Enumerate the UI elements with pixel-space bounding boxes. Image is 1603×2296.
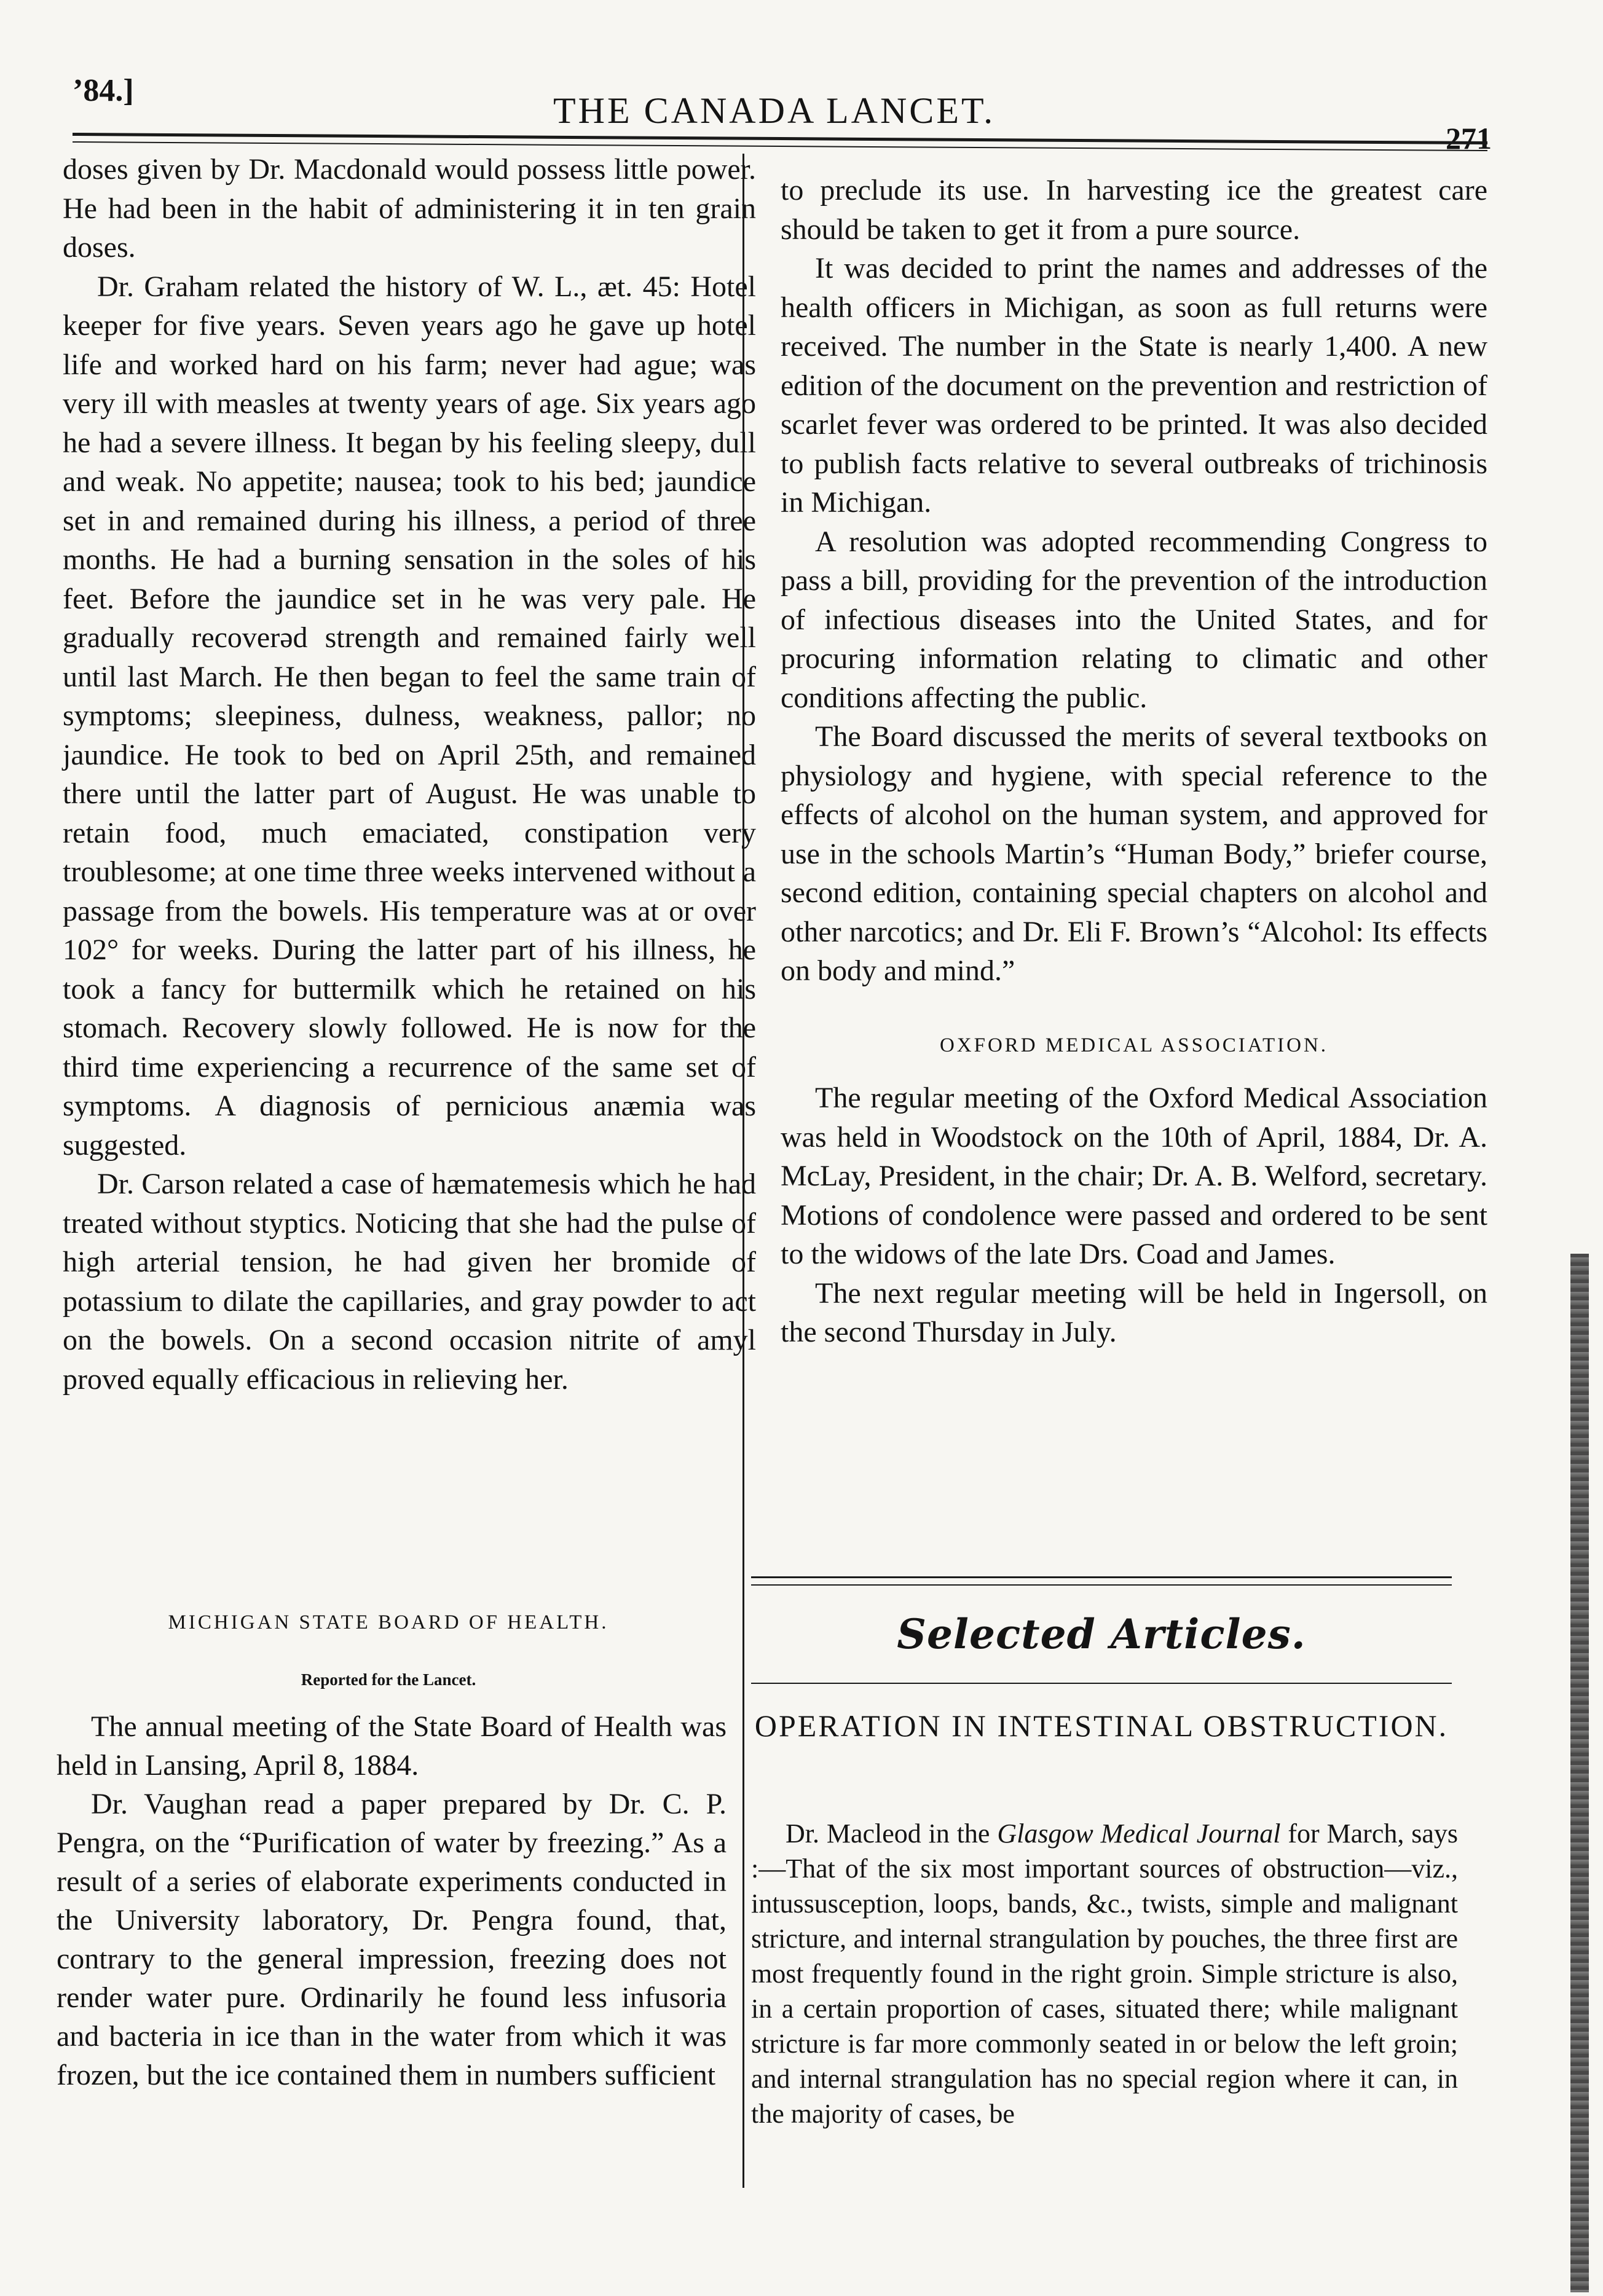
paragraph: The Board discussed the merits of several textbooks on physiology and hygiene, with special reference to the effects of alcohol on the human system, and approved for use in the schools Martin’s “Human Body,” briefer course, second edition, containing special chapters on alcohol and other narcotics; and Dr. Eli F. Brown’s “Alcohol: Its effects on body and mind.”: [781, 720, 1487, 987]
paragraph: It was decided to print the names and addresses of the health officers in Michigan, as soon as full returns were received. The number in the State is nearly 1,400. A new edition of the document on the prevention and restriction of scarlet fever was ordered to be printed. It was also decided to publish facts relative to several outbreaks of trichinosis in Michigan.: [781, 252, 1487, 519]
section-rule-top: [751, 1576, 1452, 1578]
paragraph: doses given by Dr. Macdonald would possess little power. He had been in the habit of administering it in ten grain doses.: [63, 153, 756, 264]
section-rule-top-thin: [751, 1584, 1452, 1586]
section-heading-oxford: OXFORD MEDICAL ASSOCIATION.: [939, 1034, 1329, 1056]
paragraph: A resolution was adopted recommending Congress to pass a bill, providing for the prevention of the introduction of infectious diseases into the United States, and for procuring information relating to climatic and other conditions affecting the public.: [781, 525, 1487, 714]
paragraph: Dr. Vaughan read a paper prepared by Dr. C. P. Pengra, on the “Purification of water by freezing.” As a result of a series of elaborate experiments conducted in the University laboratory, Dr. Pengra found, that, contrary to the general impression, freezing does not render water pure. Ordinarily he found less infusoria and bacteria in ice than in the water from which it was frozen, but the ice contained them in numbers sufficient: [57, 1788, 727, 2091]
paragraph: to preclude its use. In harvesting ice the greatest care should be taken to get it from a pure source.: [781, 174, 1487, 246]
section-subheading: Reported for the Lancet.: [301, 1670, 476, 1689]
article-title: OPERATION IN INTESTINAL OBSTRUCTION.: [754, 1708, 1449, 1743]
michigan-column: [57, 1707, 727, 2094]
paragraph: [751, 1816, 1458, 2131]
page-edge-shadow: [1570, 1254, 1589, 2292]
journal-name: Glasgow Medical Journal: [997, 1818, 1281, 1849]
paragraph: The regular meeting of the Oxford Medical Association was held in Woodstock on the 10th of April, 1884, Dr. A. McLay, President, in the chair; Dr. A. B. Welford, secretary. Motions of condolence were passed and ordered to be sent to the widows of the late Drs. Coad and James.: [781, 1082, 1487, 1270]
selected-articles-banner: Selected Articles.: [897, 1610, 1306, 1658]
left-column: [63, 150, 756, 1399]
right-column: [781, 171, 1487, 1352]
intro-text-continued: for March, says :—That of the six most important sources of obstruction—viz., intussusception, loops, bands, &c., twists, simple and malignant stricture, and internal strangulation by pouches, the three first are most frequently found in the right groin. Simple stricture is also, in a certain proportion of cases, situated there; while malignant stricture is far more commonly seated in or below the left groin; and internal strangulation has no special region where it can, in the majority of cases, be: [751, 1818, 1458, 2129]
page-number: 271: [1446, 121, 1492, 155]
section-heading-michigan: MICHIGAN STATE BOARD OF HEALTH.: [168, 1611, 609, 1634]
header-volume-year: ’84.]: [73, 73, 134, 108]
paragraph: Dr. Graham related the history of W. L., æt. 45: Hotel keeper for five years. Seven years ago he gave up hotel life and worked hard on his farm; never had ague; was very ill with measles at twenty years of age. Six years ago he had a severe illness. It began by his feeling sleepy, dull and weak. No appetite; nausea; took to his bed; jaundice set in and remained during his illness, a period of three months. He had a burning sensation in the soles of his feet. Before the jaundice set in he was very pale. He gradually recoverəd strength and remained fairly well until last March. He then began to feel the same train of symptoms; sleepiness, dulness, weakness, pallor; no jaundice. He took to bed on April 25th, and remained there until the latter part of August. He was unable to retain food, much emaciated, constipation very troublesome; at one time three weeks intervened without a passage from the bowels. His temperature was at or over 102° for weeks. During the latter part of his illness, he took a fancy for buttermilk which he retained on his stomach. Recovery slowly followed. He is now for the third time experiencing a recurrence of the same set of symptoms. A diagnosis of pernicious anæmia was suggested.: [63, 270, 756, 1162]
section-rule-bottom: [751, 1683, 1452, 1684]
article-body: [751, 1816, 1458, 2131]
paragraph: The next regular meeting will be held in Ingersoll, on the second Thursday in July.: [781, 1276, 1487, 1348]
intro-text: Dr. Macleod in the: [786, 1818, 998, 1849]
paragraph: Dr. Carson related a case of hæmatemesis which he had treated without styptics. Noticing that she had the pulse of high arterial tension, he had given her bromide of potassium to dilate the capillaries, and gray powder to act on the bowels. On a second occasion nitrite of amyl proved equally efficacious in relieving her.: [63, 1168, 756, 1396]
running-title: THE CANADA LANCET.: [553, 90, 996, 131]
paragraph: The annual meeting of the State Board of Health was held in Lansing, April 8, 1884.: [57, 1710, 727, 1782]
